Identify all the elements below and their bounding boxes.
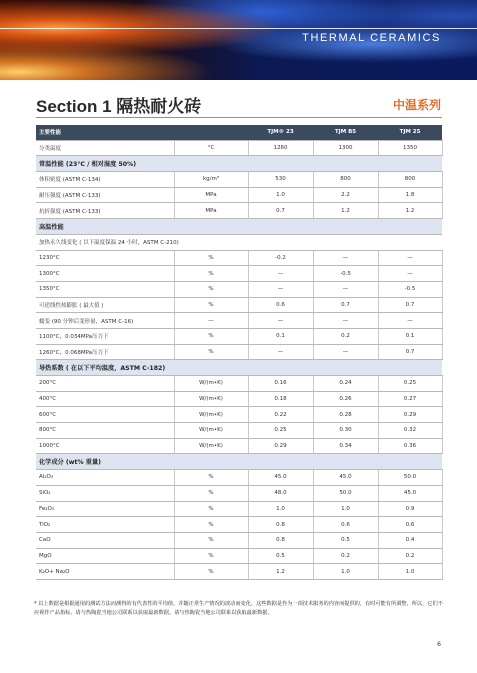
- header-banner: [0, 0, 477, 80]
- value-cell: 0.6: [313, 517, 378, 533]
- row-label: 600°C: [36, 407, 174, 423]
- footnote: * 以上数据是根据通用的测试方法而测得的有代表性的平均值，并随正常生产情况的波动而变化。这些数据是作为一项技术服务的内容而提供的，有时可能有所调整，所以，它们不应视作产品指标。请与热陶瓷当地公司联系以获取最新数据。请与热陶瓷当地公司联系以获取最新数据。: [34, 601, 443, 616]
- value-cell: 0.29: [378, 407, 442, 423]
- row-unit: MPa: [174, 187, 248, 203]
- value-cell: 0.28: [313, 407, 378, 423]
- section-label: 常温性能 (23°C / 相对湿度 50%): [36, 156, 442, 172]
- row-unit: %: [174, 266, 248, 282]
- value-cell: 1.0: [248, 501, 313, 517]
- title-divider: [36, 117, 442, 118]
- value-cell: 0.24: [313, 376, 378, 392]
- value-cell: 0.6: [248, 297, 313, 313]
- row-unit: %: [174, 470, 248, 486]
- row-label: 1350°C: [36, 281, 174, 297]
- section-label: 导热系数 ( 在以下平均温度，ASTM C-182): [36, 360, 442, 376]
- row-label: Fe₂O₃: [36, 501, 174, 517]
- value-cell: —: [313, 313, 378, 329]
- value-cell: 0.8: [248, 532, 313, 548]
- table-row: [36, 485, 442, 501]
- value-cell: -0.2: [248, 250, 313, 266]
- value-cell: 530: [248, 172, 313, 188]
- row-label: K₂O+ Na₂O: [36, 564, 174, 580]
- value-cell: 0.2: [313, 328, 378, 344]
- section-row: [36, 360, 442, 376]
- value-cell: —: [313, 281, 378, 297]
- value-cell: 2.2: [313, 187, 378, 203]
- row-unit: W/(m•K): [174, 391, 248, 407]
- table-row: [36, 344, 442, 360]
- value-cell: 0.22: [248, 407, 313, 423]
- value-cell: -0.5: [313, 266, 378, 282]
- header-cell: TJM B5: [313, 125, 378, 140]
- value-cell: 0.6: [378, 517, 442, 533]
- row-label: 1100°C，0.034MPa压力下: [36, 328, 174, 344]
- row-label: 400°C: [36, 391, 174, 407]
- value-cell: 0.7: [378, 344, 442, 360]
- value-cell: 0.36: [378, 438, 442, 454]
- brand-logo: THERMAL CERAMICS: [302, 32, 441, 44]
- row-label: 可逆线性热膨胀 ( 最大值 ): [36, 297, 174, 313]
- table-row: [36, 172, 442, 188]
- value-cell: 0.32: [378, 423, 442, 439]
- header-cell: TJM® 23: [248, 125, 313, 140]
- value-cell: 0.1: [378, 328, 442, 344]
- table-row: [36, 470, 442, 486]
- row-label: CaO: [36, 532, 174, 548]
- section-row: [36, 454, 442, 470]
- row-unit: kg/m³: [174, 172, 248, 188]
- table-row: [36, 517, 442, 533]
- row-unit: MPa: [174, 203, 248, 219]
- value-cell: 800: [313, 172, 378, 188]
- table-row: [36, 438, 442, 454]
- table-row: [36, 564, 442, 580]
- note-label: 加热永久线变化 ( 以下温度保温 24 小时，ASTM C-210): [36, 234, 442, 250]
- value-cell: 1300: [313, 140, 378, 156]
- table-row: [36, 501, 442, 517]
- note-row: [36, 234, 442, 250]
- table-row: [36, 376, 442, 392]
- row-unit: %: [174, 297, 248, 313]
- table-row: [36, 391, 442, 407]
- row-label: 1230°C: [36, 250, 174, 266]
- page-title: Section 1 隔热耐火砖: [36, 97, 202, 116]
- row-label: 分类温度: [36, 140, 174, 156]
- row-unit: W/(m•K): [174, 376, 248, 392]
- value-cell: 50.0: [313, 485, 378, 501]
- value-cell: 0.8: [248, 517, 313, 533]
- value-cell: 0.27: [378, 391, 442, 407]
- header-cell: TJM 25: [378, 125, 442, 140]
- series-label: 中温系列: [392, 98, 441, 112]
- row-label: 1300°C: [36, 266, 174, 282]
- row-label: 耐压强度 (ASTM C-133): [36, 187, 174, 203]
- header-cell: [174, 125, 248, 140]
- value-cell: 0.25: [378, 376, 442, 392]
- page-number: 6: [437, 641, 441, 648]
- row-label: 体积密度 (ASTM C-134): [36, 172, 174, 188]
- row-unit: %: [174, 564, 248, 580]
- value-cell: 1.0: [313, 501, 378, 517]
- value-cell: —: [248, 266, 313, 282]
- row-label: 1260°C，0.068MPa压力下: [36, 344, 174, 360]
- row-unit: %: [174, 344, 248, 360]
- row-label: MgO: [36, 548, 174, 564]
- value-cell: 45.0: [378, 485, 442, 501]
- value-cell: -0.5: [378, 281, 442, 297]
- row-unit: %: [174, 250, 248, 266]
- section-label: 高温性能: [36, 219, 442, 235]
- value-cell: —: [378, 266, 442, 282]
- value-cell: 50.0: [378, 470, 442, 486]
- value-cell: 1.2: [248, 564, 313, 580]
- table-row: [36, 297, 442, 313]
- value-cell: —: [248, 344, 313, 360]
- value-cell: 0.2: [313, 548, 378, 564]
- table-row: [36, 140, 442, 156]
- row-label: SiO₂: [36, 485, 174, 501]
- value-cell: 1.0: [378, 564, 442, 580]
- value-cell: 0.29: [248, 438, 313, 454]
- value-cell: 1.8: [378, 187, 442, 203]
- value-cell: 0.18: [248, 391, 313, 407]
- table-row: [36, 548, 442, 564]
- value-cell: —: [313, 344, 378, 360]
- value-cell: 45.0: [313, 470, 378, 486]
- table-header-row: [36, 125, 442, 140]
- row-label: 抗折强度 (ASTM C-133): [36, 203, 174, 219]
- table-row: [36, 407, 442, 423]
- row-unit: W/(m•K): [174, 423, 248, 439]
- value-cell: —: [378, 250, 442, 266]
- section-row: [36, 219, 442, 235]
- value-cell: 0.30: [313, 423, 378, 439]
- value-cell: 0.4: [378, 532, 442, 548]
- row-unit: %: [174, 548, 248, 564]
- value-cell: 0.1: [248, 328, 313, 344]
- value-cell: 0.5: [313, 532, 378, 548]
- table-row: [36, 203, 442, 219]
- row-unit: %: [174, 485, 248, 501]
- row-label: Al₂O₃: [36, 470, 174, 486]
- section-row: [36, 156, 442, 172]
- value-cell: 0.2: [378, 548, 442, 564]
- row-unit: %: [174, 328, 248, 344]
- value-cell: 1.0: [248, 187, 313, 203]
- value-cell: 0.7: [378, 297, 442, 313]
- row-unit: %: [174, 532, 248, 548]
- row-unit: %: [174, 501, 248, 517]
- value-cell: —: [313, 250, 378, 266]
- value-cell: 0.25: [248, 423, 313, 439]
- row-label: 200°C: [36, 376, 174, 392]
- value-cell: 0.7: [313, 297, 378, 313]
- table-row: [36, 423, 442, 439]
- value-cell: 0.16: [248, 376, 313, 392]
- value-cell: —: [378, 313, 442, 329]
- value-cell: 1260: [248, 140, 313, 156]
- table-row: [36, 313, 442, 329]
- value-cell: 1.2: [313, 203, 378, 219]
- value-cell: 0.26: [313, 391, 378, 407]
- banner-rule: [0, 28, 477, 29]
- table-row: [36, 266, 442, 282]
- value-cell: 0.34: [313, 438, 378, 454]
- header-cell: 主要性能: [36, 125, 174, 140]
- properties-table: [36, 125, 443, 580]
- value-cell: 48.0: [248, 485, 313, 501]
- value-cell: 800: [378, 172, 442, 188]
- value-cell: 1350: [378, 140, 442, 156]
- value-cell: 0.9: [378, 501, 442, 517]
- section-label: 化学成分 (wt% 重量): [36, 454, 442, 470]
- value-cell: —: [248, 313, 313, 329]
- row-label: 1000°C: [36, 438, 174, 454]
- row-unit: W/(m•K): [174, 438, 248, 454]
- value-cell: 1.2: [378, 203, 442, 219]
- row-unit: %: [174, 281, 248, 297]
- row-unit: —: [174, 313, 248, 329]
- table-row: [36, 532, 442, 548]
- value-cell: —: [248, 281, 313, 297]
- value-cell: 45.0: [248, 470, 313, 486]
- table-row: [36, 187, 442, 203]
- row-unit: °C: [174, 140, 248, 156]
- row-label: 800°C: [36, 423, 174, 439]
- row-unit: W/(m•K): [174, 407, 248, 423]
- table-row: [36, 250, 442, 266]
- value-cell: 0.5: [248, 548, 313, 564]
- row-unit: %: [174, 517, 248, 533]
- row-label: TiO₂: [36, 517, 174, 533]
- table-row: [36, 281, 442, 297]
- value-cell: 0.7: [248, 203, 313, 219]
- row-label: 蠕变 (90 分钟后变形量，ASTM C-16): [36, 313, 174, 329]
- value-cell: 1.0: [313, 564, 378, 580]
- table-row: [36, 328, 442, 344]
